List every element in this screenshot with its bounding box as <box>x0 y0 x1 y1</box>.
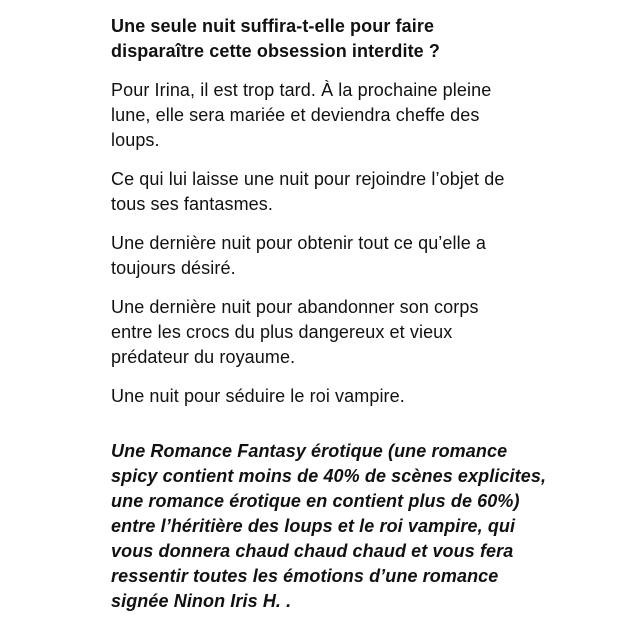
headline-line: disparaître cette obsession interdite ? <box>111 41 440 61</box>
headline <box>111 14 551 64</box>
blurb-line: une romance érotique en contient plus de 60%) <box>111 491 520 511</box>
paragraph-seduce-king <box>111 384 551 409</box>
blurb-line: ressentir toutes les émotions d’une romance <box>111 566 499 586</box>
blurb-line: Une Romance Fantasy érotique (une romance <box>111 441 508 461</box>
paragraph-one-night <box>111 167 551 217</box>
paragraph-last-night-surrender <box>111 295 551 370</box>
paragraph-line: Une dernière nuit pour obtenir tout ce qu’elle a <box>111 233 487 253</box>
paragraph-irina <box>111 78 551 153</box>
blurb-line: entre l’héritière des loups et le roi vampire, qui <box>111 516 516 536</box>
paragraph-line: prédateur du royaume. <box>111 347 296 367</box>
blurb-line: signée Ninon Iris H. . <box>111 591 292 611</box>
headline-line: Une seule nuit suffira-t-elle pour faire <box>111 16 435 36</box>
paragraph-line: Une nuit pour séduire le roi vampire. <box>111 386 405 406</box>
paragraph-line: tous ses fantasmes. <box>111 194 273 214</box>
paragraph-line: Une dernière nuit pour abandonner son corps <box>111 297 479 317</box>
paragraph-line: loups. <box>111 130 160 150</box>
paragraph-line: Ce qui lui laisse une nuit pour rejoindre l’objet de <box>111 169 505 189</box>
book-description <box>111 14 551 614</box>
paragraph-line: lune, elle sera mariée et deviendra cheffe des <box>111 105 480 125</box>
paragraph-line: entre les crocs du plus dangereux et vieux <box>111 322 453 342</box>
blurb-line: vous donnera chaud chaud chaud et vous fera <box>111 541 514 561</box>
paragraph-line: Pour Irina, il est trop tard. À la prochaine pleine <box>111 80 492 100</box>
genre-blurb <box>111 439 551 614</box>
paragraph-last-night-desire <box>111 231 551 281</box>
paragraph-line: toujours désiré. <box>111 258 236 278</box>
blurb-line: spicy contient moins de 40% de scènes explicites, <box>111 466 547 486</box>
